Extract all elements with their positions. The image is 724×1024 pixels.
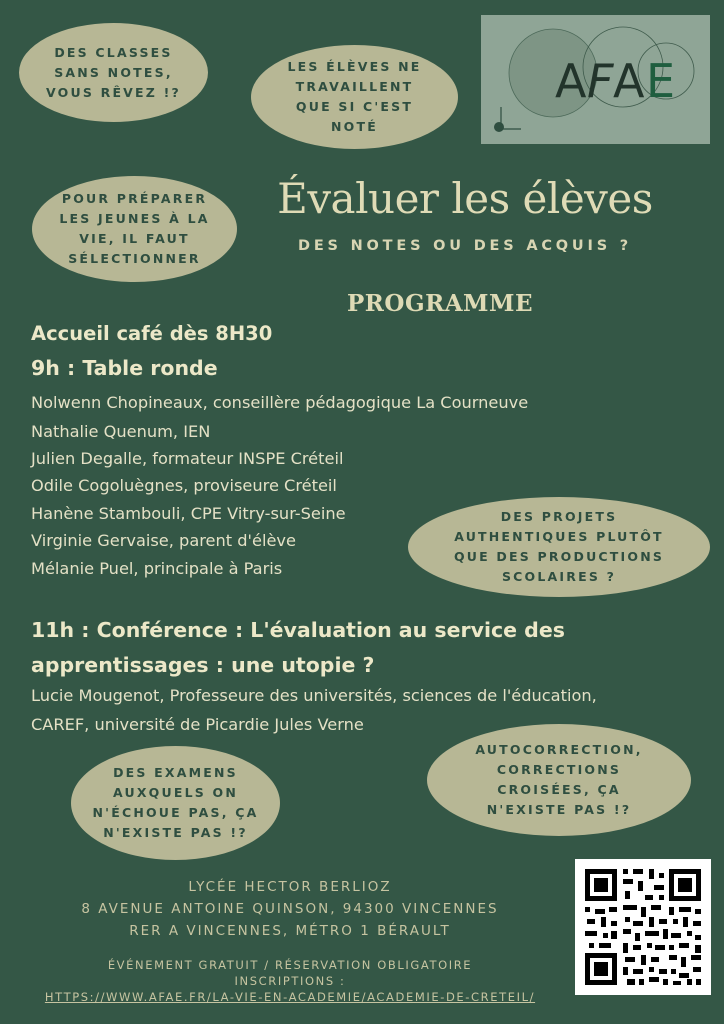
venue-name: LYCÉE HECTOR BERLIOZ xyxy=(188,879,392,895)
registration-info xyxy=(20,957,560,1005)
venue-address: 8 AVENUE ANTOINE QUINSON, 94300 VINCENNES xyxy=(81,901,499,917)
logo-letter-e: E xyxy=(646,54,676,108)
conference-speaker-line2: CAREF, université de Picardie Jules Verne xyxy=(31,715,364,734)
speaker-item: Nathalie Quenum, IEN xyxy=(31,422,211,441)
venue-transport: RER A VINCENNES, MÉTRO 1 BÉRAULT xyxy=(129,923,451,939)
afae-logo xyxy=(481,15,710,144)
bubble-selectionner xyxy=(32,176,237,282)
speaker-item: Virginie Gervaise, parent d'élève xyxy=(31,531,296,550)
speaker-item: Julien Degalle, formateur INSPE Créteil xyxy=(31,449,344,468)
bubble-line: VOUS RÊVEZ !? xyxy=(46,84,181,100)
bubble-line: AUTHENTIQUES PLUTÔT xyxy=(454,529,664,544)
speaker-item: Odile Cogoluègnes, proviseure Créteil xyxy=(31,476,337,495)
conference-heading-line2: apprentissages : une utopie ? xyxy=(31,653,375,677)
afae-logo-graphic xyxy=(481,15,710,144)
bubble-projets-authentiques xyxy=(408,497,710,597)
bubble-line: SANS NOTES, xyxy=(54,64,173,80)
logo-letter-a2: A xyxy=(613,54,645,108)
bubble-line: N'EXISTE PAS !? xyxy=(103,825,248,840)
page-title: Évaluer les élèves xyxy=(277,174,653,223)
speaker-item: Hanène Stambouli, CPE Vitry-sur-Seine xyxy=(31,504,346,523)
bubble-line: AUTOCORRECTION, xyxy=(475,742,643,757)
programme-heading: PROGRAMME xyxy=(347,290,533,317)
bubble-line: DES CLASSES xyxy=(54,44,173,60)
conference-speaker-line1: Lucie Mougenot, Professeure des universités, sciences de l'éducation, xyxy=(31,686,597,705)
bubble-line: NOTÉ xyxy=(331,119,378,134)
bubble-autocorrection xyxy=(427,724,691,836)
bubble-line: QUE SI C'EST xyxy=(295,99,414,114)
welcome-line: Accueil café dès 8H30 xyxy=(31,322,273,345)
bubble-line: POUR PRÉPARER xyxy=(61,191,208,206)
bubble-line: SCOLAIRES ? xyxy=(501,569,617,584)
bubble-line: DES EXAMENS xyxy=(113,765,238,780)
page-subtitle: DES NOTES OU DES ACQUIS ? xyxy=(297,238,633,254)
logo-letter-a: A xyxy=(555,54,587,108)
bubble-classes-sans-notes xyxy=(19,23,208,122)
bubble-line: N'EXISTE PAS !? xyxy=(486,802,632,817)
bubble-line: DES PROJETS xyxy=(500,509,618,524)
bubble-line: SÉLECTIONNER xyxy=(68,251,201,266)
roundtable-heading: 9h : Table ronde xyxy=(31,356,218,380)
qr-code[interactable] xyxy=(575,859,711,995)
bubble-line: VIE, IL FAUT xyxy=(79,231,190,246)
speaker-item: Nolwenn Chopineaux, conseillère pédagogique La Courneuve xyxy=(31,393,529,412)
bubble-line: AUXQUELS ON xyxy=(113,785,238,800)
logo-letter-f: F xyxy=(587,54,614,108)
qr-code-icon xyxy=(575,859,711,995)
speaker-item: Mélanie Puel, principale à Paris xyxy=(31,559,283,578)
bubble-line: CROISÉES, ÇA xyxy=(497,782,621,797)
bubble-line: LES ÉLÈVES NE xyxy=(287,59,422,74)
bubble-line: QUE DES PRODUCTIONS xyxy=(453,549,665,564)
bubble-line: N'ÉCHOUE PAS, ÇA xyxy=(92,805,259,820)
free-event-line: ÉVÉNEMENT GRATUIT / RÉSERVATION OBLIGATOIRE xyxy=(107,958,473,972)
bubble-line: CORRECTIONS xyxy=(496,762,622,777)
venue-block xyxy=(40,876,540,942)
bubble-line: TRAVAILLENT xyxy=(295,79,414,94)
registration-link[interactable]: HTTPS://WWW.AFAE.FR/LA-VIE-EN-ACADEMIE/ACADEMIE-DE-CRETEIL/ xyxy=(44,990,536,1004)
registration-label: INSCRIPTIONS : xyxy=(234,974,346,988)
bubble-eleves-note xyxy=(251,45,458,149)
conference-heading-line1: 11h : Conférence : L'évaluation au service des xyxy=(31,618,565,642)
bubble-examens xyxy=(71,746,280,860)
bubble-line: LES JEUNES À LA xyxy=(59,211,210,226)
